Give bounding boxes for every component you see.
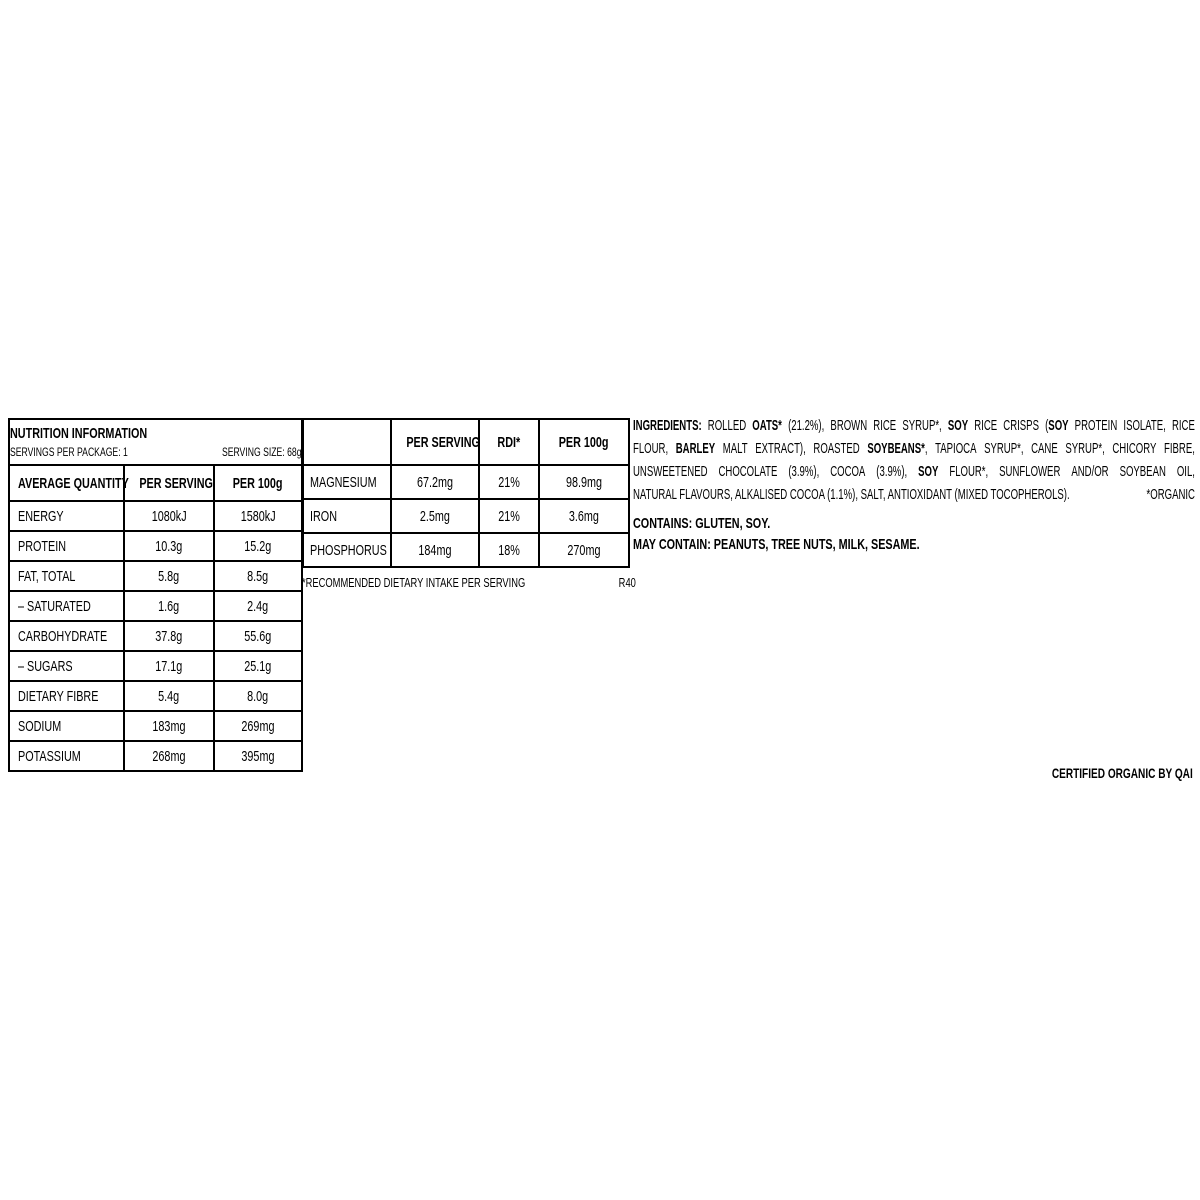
nutrition-row bbox=[9, 591, 302, 621]
mineral-per-serving bbox=[391, 465, 479, 499]
nutrient-per-100g bbox=[214, 711, 302, 741]
header-per-100g: PER 100g bbox=[233, 474, 283, 492]
nutrient-per-serving bbox=[124, 651, 214, 681]
nutrient-label bbox=[9, 591, 124, 621]
nutrient-per-serving-text: 5.8g bbox=[158, 567, 180, 585]
nutrition-row bbox=[9, 681, 302, 711]
minerals-header-row bbox=[303, 419, 629, 465]
servings-per-package: SERVINGS PER PACKAGE: 1 bbox=[10, 444, 128, 459]
mineral-per-100g-text: 98.9mg bbox=[565, 473, 603, 491]
nutrient-label bbox=[9, 561, 124, 591]
serving-size: SERVING SIZE: 68g bbox=[221, 444, 302, 459]
nutrition-row bbox=[9, 711, 302, 741]
mineral-label bbox=[303, 465, 391, 499]
nutrient-label-text: POTASSIUM bbox=[18, 747, 81, 765]
nutrition-information-table bbox=[8, 418, 303, 772]
nutrient-per-serving bbox=[124, 531, 214, 561]
nutrient-per-100g bbox=[214, 561, 302, 591]
ingredients-line: FLOUR, BARLEY MALT EXTRACT), ROASTED SOYBEANS*, TAPIOCA SYRUP*, CANE SYRUP*, CHICORY FIBRE, bbox=[633, 440, 1195, 457]
header-average-quantity: AVERAGE QUANTITY bbox=[18, 474, 129, 492]
nutrition-row bbox=[9, 531, 302, 561]
mineral-per-serving-text: 67.2mg bbox=[416, 473, 454, 491]
nutrient-per-serving-text: 268mg bbox=[152, 747, 186, 765]
nutrition-table-body bbox=[9, 501, 302, 771]
nutrient-label-text: SODIUM bbox=[18, 717, 62, 735]
rdi-footnote-code: R40 bbox=[618, 575, 636, 590]
may-contain-statement bbox=[633, 534, 1195, 555]
mineral-per-100g bbox=[539, 533, 629, 567]
nutrient-label-text: CARBOHYDRATE bbox=[18, 627, 108, 645]
nutrient-per-100g-text: 15.2g bbox=[244, 537, 272, 555]
nutrient-per-100g bbox=[214, 501, 302, 531]
nutrient-per-100g-text: 8.5g bbox=[247, 567, 269, 585]
nutrient-per-100g bbox=[214, 591, 302, 621]
panel-title bbox=[10, 425, 301, 443]
mineral-label bbox=[303, 499, 391, 533]
nutrient-per-serving-text: 5.4g bbox=[158, 687, 180, 705]
mineral-rdi bbox=[479, 499, 539, 533]
may-contain-text: MAY CONTAIN: PEANUTS, TREE NUTS, MILK, SESAME. bbox=[633, 536, 920, 553]
nutrient-per-serving bbox=[124, 741, 214, 771]
mineral-per-100g bbox=[539, 465, 629, 499]
organic-note: *ORGANIC bbox=[1146, 486, 1195, 503]
nutrient-label bbox=[9, 711, 124, 741]
ingredients-block bbox=[633, 414, 1195, 555]
nutrient-per-100g-text: 2.4g bbox=[247, 597, 269, 615]
mineral-per-100g-text: 3.6mg bbox=[568, 507, 600, 525]
certified-organic-text: CERTIFIED ORGANIC BY QAI bbox=[1052, 765, 1193, 781]
nutrient-label bbox=[9, 501, 124, 531]
nutrition-row bbox=[9, 741, 302, 771]
nutrient-per-100g-text: 395mg bbox=[241, 747, 275, 765]
nutrient-per-serving-text: 1.6g bbox=[158, 597, 180, 615]
nutrient-per-serving bbox=[124, 711, 214, 741]
header-per-serving: PER SERVING bbox=[139, 474, 213, 492]
mineral-rdi-text: 21% bbox=[498, 507, 520, 525]
ingredients-paragraph bbox=[633, 414, 1195, 506]
nutrient-label bbox=[9, 741, 124, 771]
nutrient-per-serving-text: 17.1g bbox=[155, 657, 183, 675]
mineral-per-serving-text: 184mg bbox=[418, 541, 452, 559]
mineral-label-text: IRON bbox=[310, 507, 337, 525]
nutrient-per-100g bbox=[214, 681, 302, 711]
ingredients-last-line: NATURAL FLAVOURS, ALKALISED COCOA (1.1%), SALT, ANTIOXIDANT (MIXED TOCOPHEROLS). *ORGANIC bbox=[633, 483, 1195, 506]
contains-statement bbox=[633, 513, 1195, 534]
nutrient-per-serving-text: 10.3g bbox=[155, 537, 183, 555]
nutrient-label-text: ENERGY bbox=[18, 507, 64, 525]
nutrient-per-100g-text: 269mg bbox=[241, 717, 275, 735]
panel-title-text: NUTRITION INFORMATION bbox=[10, 424, 148, 442]
mineral-rdi-text: 18% bbox=[498, 541, 520, 559]
nutrient-per-serving bbox=[124, 681, 214, 711]
nutrient-per-100g bbox=[214, 621, 302, 651]
ingredients-line: UNSWEETENED CHOCOLATE (3.9%), COCOA (3.9%), SOY FLOUR*, SUNFLOWER AND/OR SOYBEAN OIL, bbox=[633, 463, 1195, 480]
mineral-row bbox=[303, 533, 629, 567]
minerals-table-body bbox=[303, 465, 629, 567]
nutrient-label-text: – SUGARS bbox=[18, 657, 73, 675]
nutrient-per-100g-text: 55.6g bbox=[244, 627, 272, 645]
mineral-rdi bbox=[479, 465, 539, 499]
serving-info-row bbox=[10, 445, 301, 460]
nutrient-per-serving bbox=[124, 621, 214, 651]
mineral-row bbox=[303, 465, 629, 499]
mineral-label-text: MAGNESIUM bbox=[310, 473, 377, 491]
title-row bbox=[9, 419, 302, 465]
nutrient-per-100g-text: 25.1g bbox=[244, 657, 272, 675]
nutrient-label-text: DIETARY FIBRE bbox=[18, 687, 99, 705]
minerals-table bbox=[302, 418, 630, 568]
nutrient-label-text: FAT, TOTAL bbox=[18, 567, 76, 585]
nutrient-label bbox=[9, 531, 124, 561]
nutrient-label-text: – SATURATED bbox=[18, 597, 91, 615]
rdi-footnote-text: *RECOMMENDED DIETARY INTAKE PER SERVING bbox=[302, 575, 526, 590]
mineral-per-100g-text: 270mg bbox=[567, 541, 601, 559]
mineral-rdi-text: 21% bbox=[498, 473, 520, 491]
mineral-per-100g bbox=[539, 499, 629, 533]
mineral-rdi bbox=[479, 533, 539, 567]
nutrient-label bbox=[9, 681, 124, 711]
mineral-label-text: PHOSPHORUS bbox=[310, 541, 387, 559]
mineral-row bbox=[303, 499, 629, 533]
column-header-row bbox=[9, 465, 302, 501]
nutrient-per-serving bbox=[124, 561, 214, 591]
nutrient-per-100g bbox=[214, 531, 302, 561]
rdi-footnote bbox=[302, 575, 636, 590]
nutrient-per-100g-text: 1580kJ bbox=[240, 507, 276, 525]
minerals-header-per-100g: PER 100g bbox=[559, 433, 609, 451]
nutrition-row bbox=[9, 651, 302, 681]
nutrient-label-text: PROTEIN bbox=[18, 537, 67, 555]
nutrient-label bbox=[9, 651, 124, 681]
certified-organic-statement bbox=[997, 765, 1193, 781]
nutrition-row bbox=[9, 501, 302, 531]
minerals-header-per-serving: PER SERVING bbox=[406, 433, 480, 451]
nutrient-per-serving bbox=[124, 591, 214, 621]
nutrition-row bbox=[9, 561, 302, 591]
nutrient-per-serving-text: 183mg bbox=[152, 717, 186, 735]
minerals-header-rdi: RDI* bbox=[497, 433, 521, 451]
nutrient-per-serving-text: 37.8g bbox=[155, 627, 183, 645]
nutrient-per-serving-text: 1080kJ bbox=[151, 507, 187, 525]
nutrient-per-100g-text: 8.0g bbox=[247, 687, 269, 705]
mineral-per-serving-text: 2.5mg bbox=[419, 507, 451, 525]
nutrient-per-100g bbox=[214, 651, 302, 681]
mineral-label bbox=[303, 533, 391, 567]
nutrient-label bbox=[9, 621, 124, 651]
nutrient-per-serving bbox=[124, 501, 214, 531]
mineral-per-serving bbox=[391, 533, 479, 567]
mineral-per-serving bbox=[391, 499, 479, 533]
contains-text: CONTAINS: GLUTEN, SOY. bbox=[633, 515, 771, 532]
ingredients-line: INGREDIENTS: ROLLED OATS* (21.2%), BROWN RICE SYRUP*, SOY RICE CRISPS (SOY PROTEIN ISOLATE, RICE bbox=[633, 417, 1195, 434]
nutrient-per-100g bbox=[214, 741, 302, 771]
nutrition-row bbox=[9, 621, 302, 651]
